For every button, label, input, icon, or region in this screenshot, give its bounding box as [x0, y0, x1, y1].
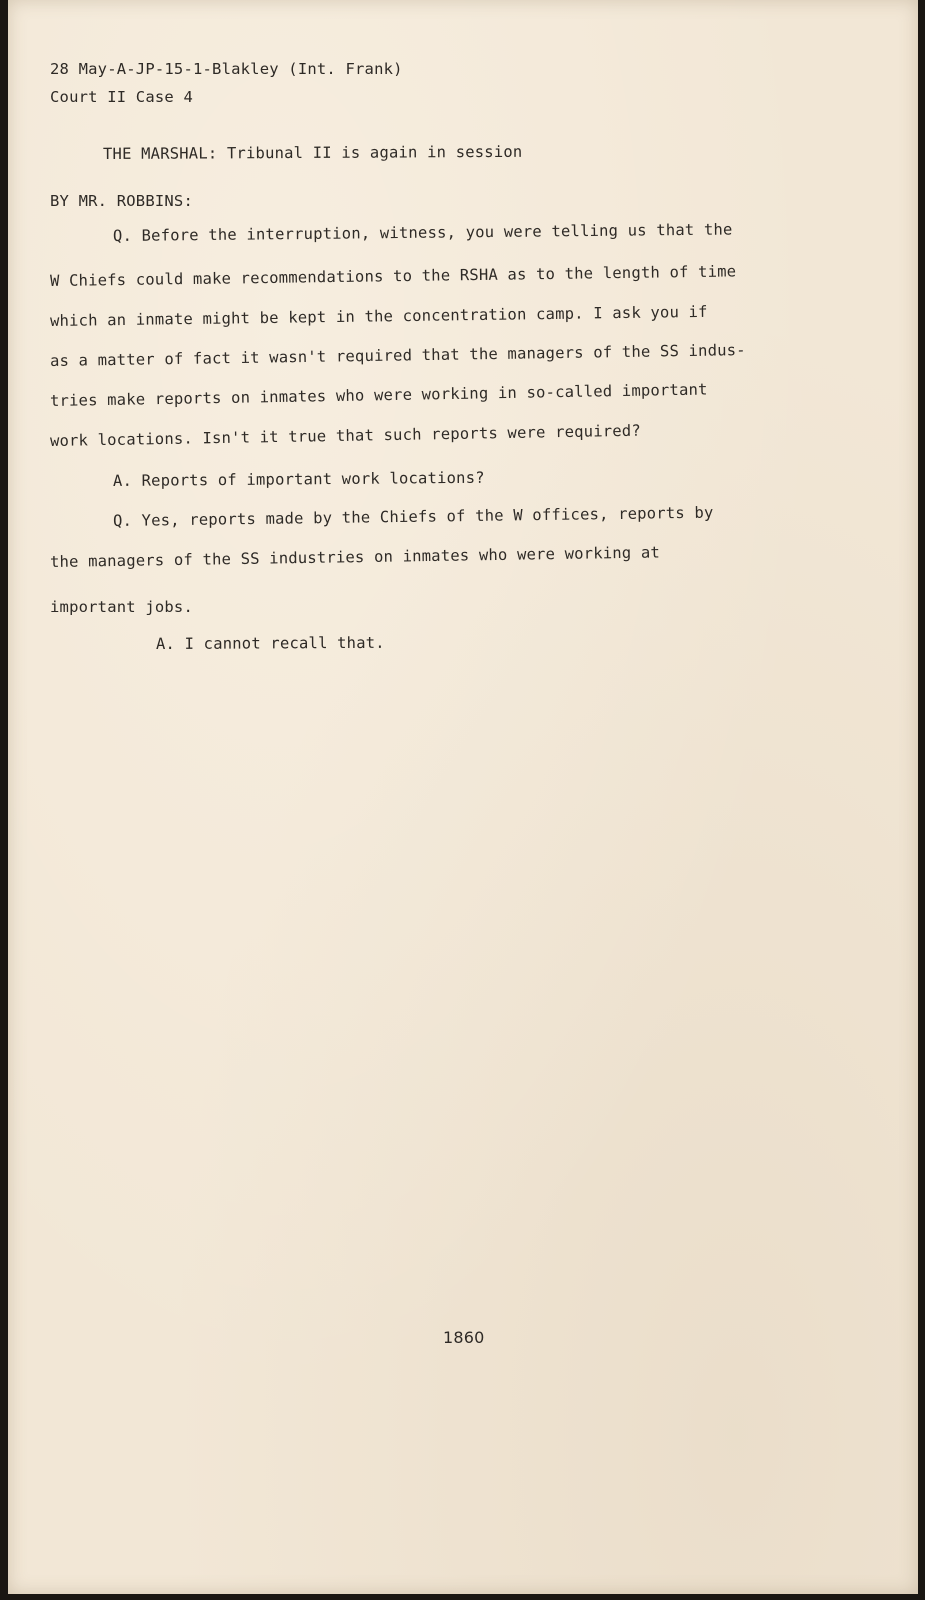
examiner-heading: BY MR. ROBBINS:	[50, 192, 193, 210]
court-case-label: Court II Case 4	[50, 88, 193, 106]
question-1-line-6: work locations. Isn't it true that such reports were required?	[49, 421, 642, 450]
marshal-statement: THE MARSHAL: Tribunal II is again in session	[102, 142, 523, 163]
question-1-line-5: tries make reports on inmates who were working in so-called important	[49, 380, 708, 410]
question-1-line-2: W Chiefs could make recommendations to the RSHA as to the length of time	[49, 262, 737, 290]
transcript-page	[8, 0, 918, 1594]
question-1-line-4: as a matter of fact it wasn't required that the managers of the SS indus-	[49, 341, 746, 370]
question-1-line-1: Q. Before the interruption, witness, you were telling us that the	[112, 220, 733, 245]
question-2-line-2: the managers of the SS industries on inmates who were working at	[49, 543, 661, 571]
question-2-line-1: Q. Yes, reports made by the Chiefs of the W offices, reports by	[112, 503, 714, 530]
answer-2: A. I cannot recall that.	[155, 633, 385, 653]
answer-1: A. Reports of important work locations?	[112, 468, 485, 490]
question-1-line-3: which an inmate might be kept in the concentration camp. I ask you if	[49, 302, 708, 330]
document-reference: 28 May-A-JP-15-1-Blakley (Int. Frank)	[50, 60, 403, 78]
page-number: 1860	[443, 1328, 485, 1347]
question-2-line-3: important jobs.	[50, 598, 193, 616]
